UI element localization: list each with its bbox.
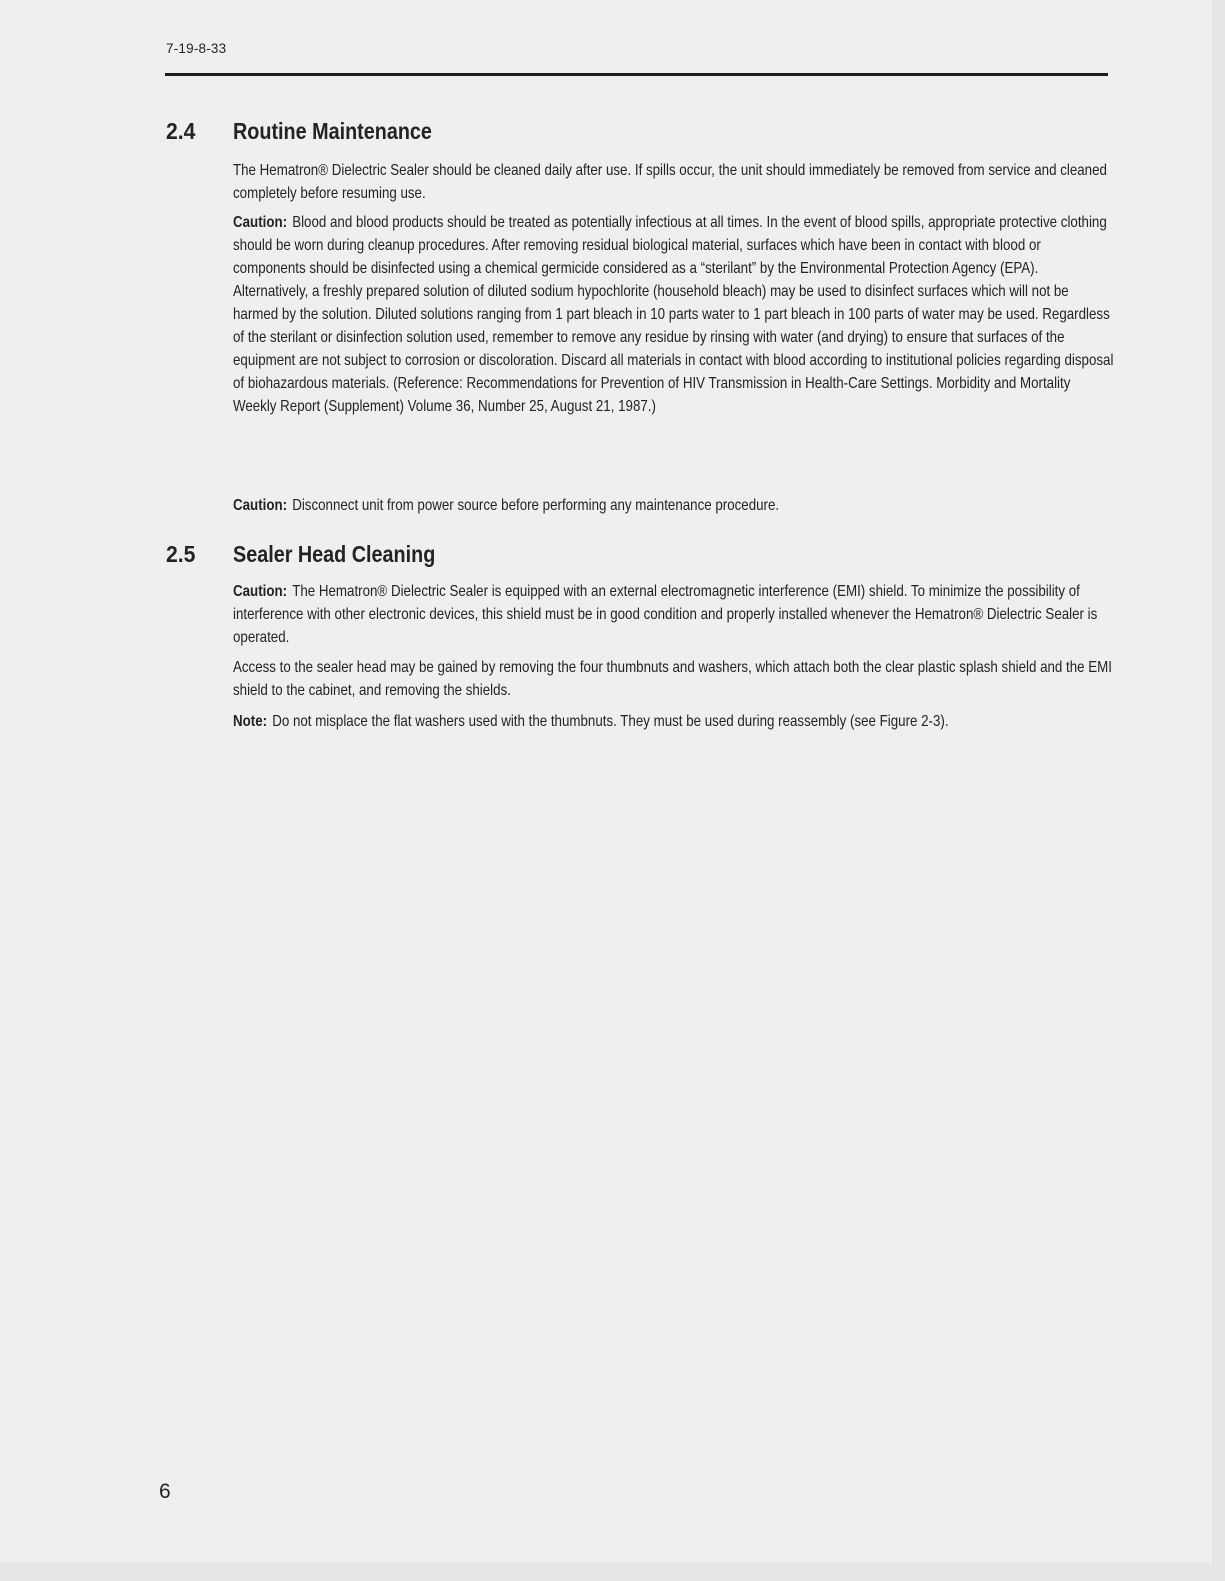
section-number: 2.5: [166, 541, 196, 567]
caution-paragraph: [233, 494, 1114, 517]
caution-text: Disconnect unit from power source before performing any maintenance procedure.: [292, 497, 780, 514]
caution-label: Caution:: [233, 214, 288, 231]
access-paragraph: Access to the sealer head may be gained by removing the four thumbnuts and washers, which attach both the clear plastic splash shield and the EMI shield to the cabinet, and removing the shields.: [233, 659, 1112, 699]
note-paragraph: [233, 710, 1114, 733]
caution-paragraph: [233, 580, 1114, 649]
header-rule: [165, 73, 1108, 76]
section-number: 2.4: [166, 118, 196, 144]
note-label: Note:: [233, 713, 268, 730]
caution-label: Caution:: [233, 583, 288, 600]
note-text: Do not misplace the flat washers used with the thumbnuts. They must be used during reassembly (see Figure 2-3).: [272, 713, 949, 730]
section-title: Routine Maintenance: [233, 118, 432, 144]
intro-paragraph: The Hematron® Dielectric Sealer should be cleaned daily after use. If spills occur, the unit should immediately be removed from service and cleaned completely before resuming use.: [233, 162, 1107, 202]
caution-text: Blood and blood products should be treated as potentially infectious at all times. In the event of blood spills, appropriate protective clothing should be worn during cleanup procedures. After removing residual biological material, surfaces which have been in contact with blood or components should be disinfected using a chemical germicide considered as a “sterilant” by the Environmental Protection Agency (EPA). Alternatively, a freshly prepared solution of diluted sodium hypochlorite (household bleach) may be used to disinfect surfaces which will not be harmed by the solution. Diluted solutions ranging from 1 part bleach in 10 parts water to 1 part bleach in 100 parts of water may be used. Regardless of the sterilant or disinfection solution used, remember to remove any residue by rinsing with water (and drying) to ensure that surfaces of the equipment are not subject to corrosion or discoloration. Discard all materials in contact with blood according to institutional policies regarding disposal of biohazardous materials. (Reference: Recommendations for Prevention of HIV Transmission in Health-Care Settings. Morbidity and Mortality Weekly Report (Supplement) Volume 36, Number 25, August 21, 1987.): [233, 214, 1114, 415]
caution-text: The Hematron® Dielectric Sealer is equipped with an external electromagnetic interference (EMI) shield. To minimize the possibility of interference with other electronic devices, this shield must be in good condition and properly installed whenever the Hematron® Dielectric Sealer is operated.: [233, 583, 1098, 646]
caution-label: Caution:: [233, 497, 288, 514]
section-title: Sealer Head Cleaning: [233, 541, 436, 567]
document-code: 7-19-8-33: [166, 41, 227, 56]
page-number: 6: [159, 1480, 171, 1503]
caution-paragraph: [233, 211, 1114, 418]
